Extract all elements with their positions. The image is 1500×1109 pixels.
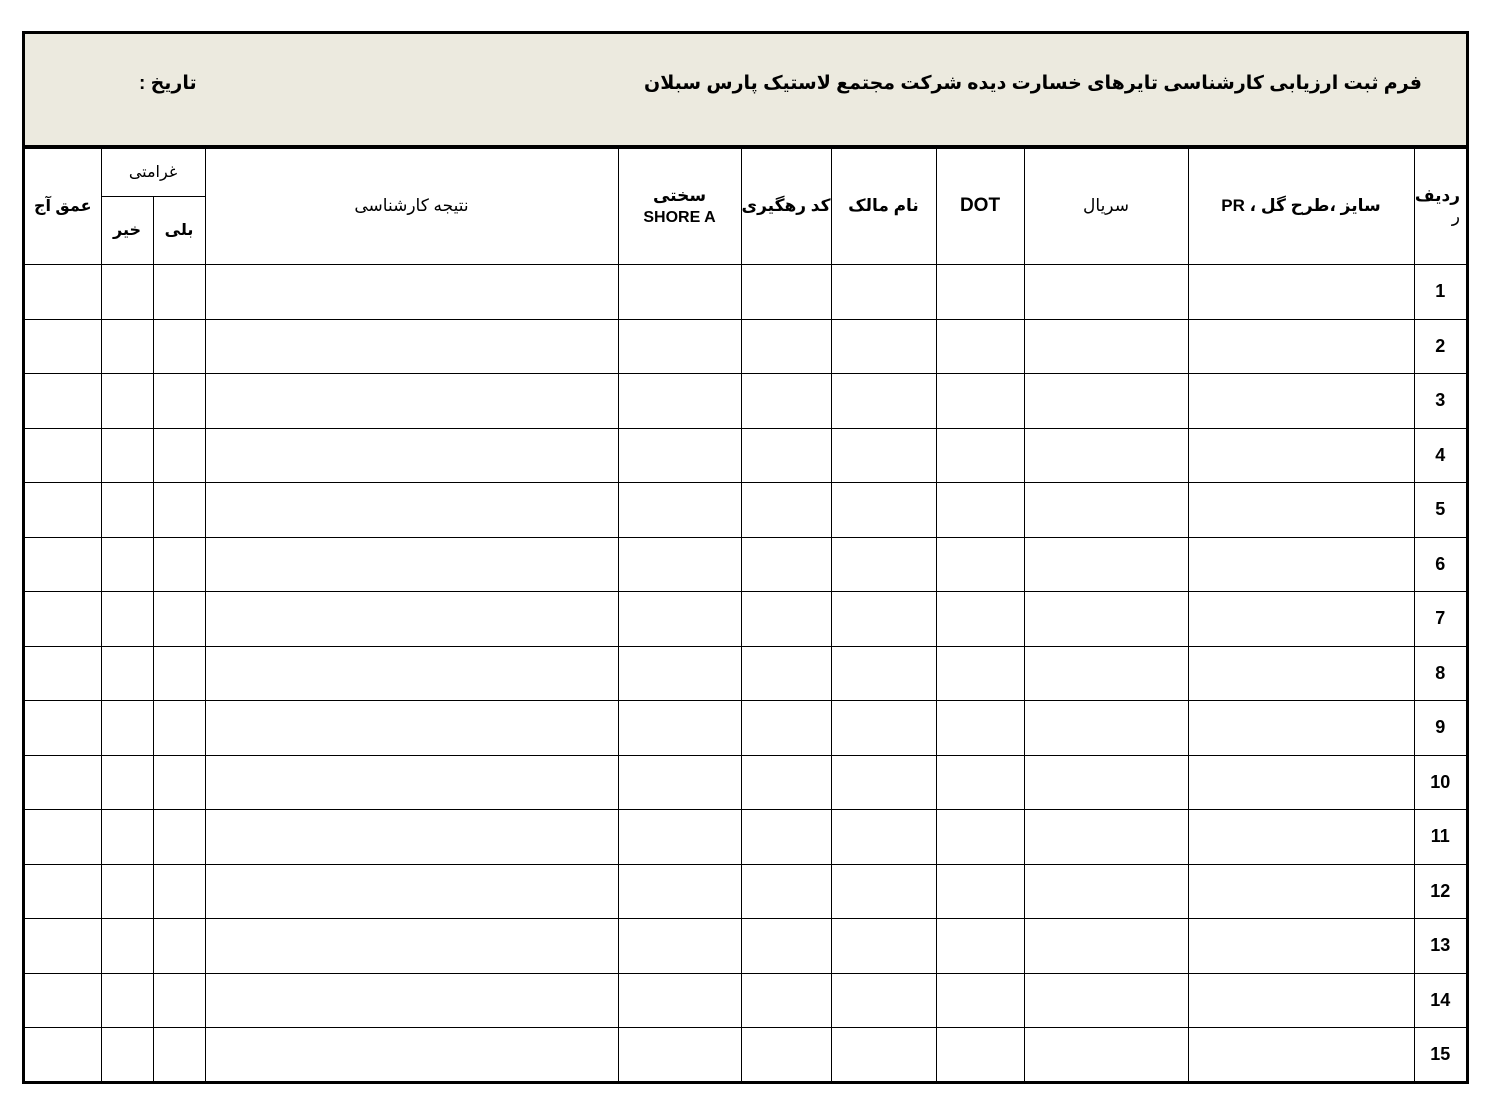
expert-result-cell[interactable] bbox=[205, 646, 618, 701]
owner-name-cell[interactable] bbox=[831, 646, 936, 701]
table-body bbox=[25, 265, 1466, 1082]
warranty-yes-cell[interactable] bbox=[153, 319, 205, 374]
dot-cell[interactable] bbox=[936, 483, 1024, 538]
size-pattern-pr-cell[interactable] bbox=[1188, 592, 1414, 647]
dot-cell[interactable] bbox=[936, 592, 1024, 647]
serial-cell[interactable] bbox=[1024, 1028, 1188, 1082]
owner-name-cell[interactable] bbox=[831, 701, 936, 756]
warranty-yes-cell[interactable] bbox=[153, 483, 205, 538]
tracking-code-cell[interactable] bbox=[741, 864, 831, 919]
serial-cell[interactable] bbox=[1024, 592, 1188, 647]
col-header-owner-name: نام مالک bbox=[831, 149, 936, 265]
dot-cell[interactable] bbox=[936, 810, 1024, 865]
warranty-no-cell[interactable] bbox=[101, 265, 153, 320]
hardness-cell[interactable] bbox=[618, 428, 741, 483]
hardness-cell[interactable] bbox=[618, 592, 741, 647]
warranty-yes-cell[interactable] bbox=[153, 701, 205, 756]
col-header-row-wrap: ر bbox=[1451, 206, 1460, 226]
size-pattern-pr-cell[interactable] bbox=[1188, 973, 1414, 1028]
row-number: 2 bbox=[1414, 319, 1466, 374]
hardness-cell[interactable] bbox=[618, 374, 741, 429]
warranty-yes-cell[interactable] bbox=[153, 374, 205, 429]
owner-name-cell[interactable] bbox=[831, 973, 936, 1028]
warranty-no-cell[interactable] bbox=[101, 973, 153, 1028]
hardness-cell[interactable] bbox=[618, 537, 741, 592]
col-header-expert-result: نتیجه کارشناسی bbox=[205, 149, 618, 265]
expert-result-cell[interactable] bbox=[205, 537, 618, 592]
serial-cell[interactable] bbox=[1024, 755, 1188, 810]
hardness-cell[interactable] bbox=[618, 919, 741, 974]
owner-name-cell[interactable] bbox=[831, 319, 936, 374]
col-header-tracking-code: کد رهگیری bbox=[741, 149, 831, 265]
row-number: 12 bbox=[1414, 864, 1466, 919]
hardness-cell[interactable] bbox=[618, 973, 741, 1028]
owner-name-cell[interactable] bbox=[831, 810, 936, 865]
dot-cell[interactable] bbox=[936, 537, 1024, 592]
size-pattern-pr-cell[interactable] bbox=[1188, 810, 1414, 865]
size-pattern-pr-cell[interactable] bbox=[1188, 919, 1414, 974]
tracking-code-cell[interactable] bbox=[741, 537, 831, 592]
dot-cell[interactable] bbox=[936, 864, 1024, 919]
col-header-hardness-unit: SHORE A bbox=[643, 209, 716, 227]
dot-cell[interactable] bbox=[936, 428, 1024, 483]
tracking-code-cell[interactable] bbox=[741, 755, 831, 810]
row-number: 6 bbox=[1414, 537, 1466, 592]
col-header-row-label: ردیف bbox=[1414, 186, 1460, 206]
hardness-cell[interactable] bbox=[618, 755, 741, 810]
row-number: 13 bbox=[1414, 919, 1466, 974]
serial-cell[interactable] bbox=[1024, 701, 1188, 756]
serial-cell[interactable] bbox=[1024, 537, 1188, 592]
tread-depth-cell[interactable] bbox=[25, 864, 101, 919]
row-number: 1 bbox=[1414, 265, 1466, 320]
table-row bbox=[25, 483, 1466, 538]
col-header-dot: DOT bbox=[936, 149, 1024, 265]
row-number: 15 bbox=[1414, 1028, 1466, 1082]
serial-cell[interactable] bbox=[1024, 374, 1188, 429]
tread-depth-cell[interactable] bbox=[25, 319, 101, 374]
hardness-cell[interactable] bbox=[618, 319, 741, 374]
warranty-yes-cell[interactable] bbox=[153, 973, 205, 1028]
tread-depth-cell[interactable] bbox=[25, 265, 101, 320]
expert-result-cell[interactable] bbox=[205, 973, 618, 1028]
size-pattern-pr-cell[interactable] bbox=[1188, 265, 1414, 320]
table-row bbox=[25, 864, 1466, 919]
hardness-cell[interactable] bbox=[618, 701, 741, 756]
expert-result-cell[interactable] bbox=[205, 374, 618, 429]
warranty-no-cell[interactable] bbox=[101, 1028, 153, 1082]
dot-cell[interactable] bbox=[936, 1028, 1024, 1082]
warranty-no-cell[interactable] bbox=[101, 319, 153, 374]
warranty-yes-cell[interactable] bbox=[153, 1028, 205, 1082]
tread-depth-cell[interactable] bbox=[25, 537, 101, 592]
row-number: 5 bbox=[1414, 483, 1466, 538]
tracking-code-cell[interactable] bbox=[741, 1028, 831, 1082]
assessment-table bbox=[25, 148, 1466, 1082]
col-header-serial: سریال bbox=[1024, 149, 1188, 265]
expert-result-cell[interactable] bbox=[205, 265, 618, 320]
size-pattern-pr-cell[interactable] bbox=[1188, 646, 1414, 701]
warranty-yes-cell[interactable] bbox=[153, 428, 205, 483]
owner-name-cell[interactable] bbox=[831, 1028, 936, 1082]
table-row bbox=[25, 592, 1466, 647]
size-pattern-pr-cell[interactable] bbox=[1188, 1028, 1414, 1082]
table-row bbox=[25, 973, 1466, 1028]
col-header-warranty-no: خیر bbox=[101, 197, 153, 265]
serial-cell[interactable] bbox=[1024, 646, 1188, 701]
dot-cell[interactable] bbox=[936, 919, 1024, 974]
owner-name-cell[interactable] bbox=[831, 428, 936, 483]
expert-result-cell[interactable] bbox=[205, 755, 618, 810]
table-row bbox=[25, 1028, 1466, 1082]
row-number: 11 bbox=[1414, 810, 1466, 865]
warranty-no-cell[interactable] bbox=[101, 864, 153, 919]
tread-depth-cell[interactable] bbox=[25, 973, 101, 1028]
expert-result-cell[interactable] bbox=[205, 701, 618, 756]
warranty-yes-cell[interactable] bbox=[153, 810, 205, 865]
tread-depth-cell[interactable] bbox=[25, 701, 101, 756]
tracking-code-cell[interactable] bbox=[741, 919, 831, 974]
table-row bbox=[25, 755, 1466, 810]
tread-depth-cell[interactable] bbox=[25, 755, 101, 810]
size-pattern-pr-cell[interactable] bbox=[1188, 537, 1414, 592]
tread-depth-cell[interactable] bbox=[25, 1028, 101, 1082]
table-row bbox=[25, 701, 1466, 756]
col-header-hardness bbox=[618, 149, 741, 265]
warranty-no-cell[interactable] bbox=[101, 428, 153, 483]
owner-name-cell[interactable] bbox=[831, 265, 936, 320]
expert-result-cell[interactable] bbox=[205, 810, 618, 865]
row-number: 9 bbox=[1414, 701, 1466, 756]
dot-cell[interactable] bbox=[936, 755, 1024, 810]
expert-result-cell[interactable] bbox=[205, 483, 618, 538]
size-pattern-pr-cell[interactable] bbox=[1188, 864, 1414, 919]
dot-cell[interactable] bbox=[936, 265, 1024, 320]
hardness-cell[interactable] bbox=[618, 265, 741, 320]
warranty-no-cell[interactable] bbox=[101, 701, 153, 756]
dot-cell[interactable] bbox=[936, 374, 1024, 429]
table-row bbox=[25, 537, 1466, 592]
hardness-cell[interactable] bbox=[618, 810, 741, 865]
expert-result-cell[interactable] bbox=[205, 919, 618, 974]
tracking-code-cell[interactable] bbox=[741, 374, 831, 429]
table-row bbox=[25, 810, 1466, 865]
serial-cell[interactable] bbox=[1024, 319, 1188, 374]
owner-name-cell[interactable] bbox=[831, 592, 936, 647]
warranty-no-cell[interactable] bbox=[101, 537, 153, 592]
warranty-yes-cell[interactable] bbox=[153, 646, 205, 701]
warranty-no-cell[interactable] bbox=[101, 592, 153, 647]
warranty-no-cell[interactable] bbox=[101, 810, 153, 865]
date-label: تاریخ : bbox=[139, 73, 197, 94]
size-pattern-pr-cell[interactable] bbox=[1188, 374, 1414, 429]
warranty-yes-cell[interactable] bbox=[153, 864, 205, 919]
warranty-yes-cell[interactable] bbox=[153, 919, 205, 974]
tracking-code-cell[interactable] bbox=[741, 701, 831, 756]
hardness-cell[interactable] bbox=[618, 646, 741, 701]
table-row bbox=[25, 374, 1466, 429]
warranty-yes-cell[interactable] bbox=[153, 265, 205, 320]
row-number: 14 bbox=[1414, 973, 1466, 1028]
col-header-warranty: غرامتی bbox=[101, 149, 205, 197]
expert-result-cell[interactable] bbox=[205, 428, 618, 483]
col-header-warranty-yes: بلی bbox=[153, 197, 205, 265]
tracking-code-cell[interactable] bbox=[741, 973, 831, 1028]
warranty-yes-cell[interactable] bbox=[153, 755, 205, 810]
size-pattern-pr-cell[interactable] bbox=[1188, 319, 1414, 374]
tracking-code-cell[interactable] bbox=[741, 810, 831, 865]
col-header-size-pattern-pr: سایز ،طرح گل ، PR bbox=[1188, 149, 1414, 265]
tracking-code-cell[interactable] bbox=[741, 319, 831, 374]
table-row bbox=[25, 428, 1466, 483]
size-pattern-pr-cell[interactable] bbox=[1188, 755, 1414, 810]
tracking-code-cell[interactable] bbox=[741, 428, 831, 483]
hardness-cell[interactable] bbox=[618, 864, 741, 919]
dot-cell[interactable] bbox=[936, 319, 1024, 374]
owner-name-cell[interactable] bbox=[831, 755, 936, 810]
table-row bbox=[25, 646, 1466, 701]
serial-cell[interactable] bbox=[1024, 483, 1188, 538]
row-number: 8 bbox=[1414, 646, 1466, 701]
row-number: 4 bbox=[1414, 428, 1466, 483]
row-number: 3 bbox=[1414, 374, 1466, 429]
form-header bbox=[25, 34, 1466, 148]
size-pattern-pr-cell[interactable] bbox=[1188, 483, 1414, 538]
tread-depth-cell[interactable] bbox=[25, 374, 101, 429]
warranty-yes-cell[interactable] bbox=[153, 592, 205, 647]
table-row bbox=[25, 919, 1466, 974]
tread-depth-cell[interactable] bbox=[25, 646, 101, 701]
col-header-row bbox=[1414, 149, 1466, 265]
dot-cell[interactable] bbox=[936, 646, 1024, 701]
col-header-tread-depth: عمق آج bbox=[25, 149, 101, 265]
expert-result-cell[interactable] bbox=[205, 864, 618, 919]
warranty-no-cell[interactable] bbox=[101, 919, 153, 974]
expert-result-cell[interactable] bbox=[205, 592, 618, 647]
warranty-no-cell[interactable] bbox=[101, 374, 153, 429]
tread-depth-cell[interactable] bbox=[25, 428, 101, 483]
tracking-code-cell[interactable] bbox=[741, 592, 831, 647]
serial-cell[interactable] bbox=[1024, 864, 1188, 919]
owner-name-cell[interactable] bbox=[831, 537, 936, 592]
table-row bbox=[25, 265, 1466, 320]
row-number: 7 bbox=[1414, 592, 1466, 647]
tread-depth-cell[interactable] bbox=[25, 810, 101, 865]
serial-cell[interactable] bbox=[1024, 973, 1188, 1028]
serial-cell[interactable] bbox=[1024, 265, 1188, 320]
tread-depth-cell[interactable] bbox=[25, 483, 101, 538]
owner-name-cell[interactable] bbox=[831, 864, 936, 919]
warranty-no-cell[interactable] bbox=[101, 646, 153, 701]
owner-name-cell[interactable] bbox=[831, 919, 936, 974]
size-pattern-pr-cell[interactable] bbox=[1188, 701, 1414, 756]
serial-cell[interactable] bbox=[1024, 919, 1188, 974]
tracking-code-cell[interactable] bbox=[741, 646, 831, 701]
dot-cell[interactable] bbox=[936, 701, 1024, 756]
hardness-cell[interactable] bbox=[618, 483, 741, 538]
tracking-code-cell[interactable] bbox=[741, 483, 831, 538]
expert-result-cell[interactable] bbox=[205, 1028, 618, 1082]
tread-depth-cell[interactable] bbox=[25, 592, 101, 647]
table-row bbox=[25, 319, 1466, 374]
owner-name-cell[interactable] bbox=[831, 483, 936, 538]
serial-cell[interactable] bbox=[1024, 428, 1188, 483]
expert-result-cell[interactable] bbox=[205, 319, 618, 374]
warranty-yes-cell[interactable] bbox=[153, 537, 205, 592]
warranty-no-cell[interactable] bbox=[101, 755, 153, 810]
owner-name-cell[interactable] bbox=[831, 374, 936, 429]
serial-cell[interactable] bbox=[1024, 810, 1188, 865]
row-number: 10 bbox=[1414, 755, 1466, 810]
tracking-code-cell[interactable] bbox=[741, 265, 831, 320]
form-frame bbox=[22, 31, 1469, 1084]
col-header-hardness-label: سختی bbox=[652, 185, 707, 205]
form-title: فرم ثبت ارزیابی کارشناسی تایرهای خسارت دیده شرکت مجتمع لاستیک پارس سبلان bbox=[644, 73, 1422, 94]
hardness-cell[interactable] bbox=[618, 1028, 741, 1082]
size-pattern-pr-cell[interactable] bbox=[1188, 428, 1414, 483]
tread-depth-cell[interactable] bbox=[25, 919, 101, 974]
dot-cell[interactable] bbox=[936, 973, 1024, 1028]
warranty-no-cell[interactable] bbox=[101, 483, 153, 538]
